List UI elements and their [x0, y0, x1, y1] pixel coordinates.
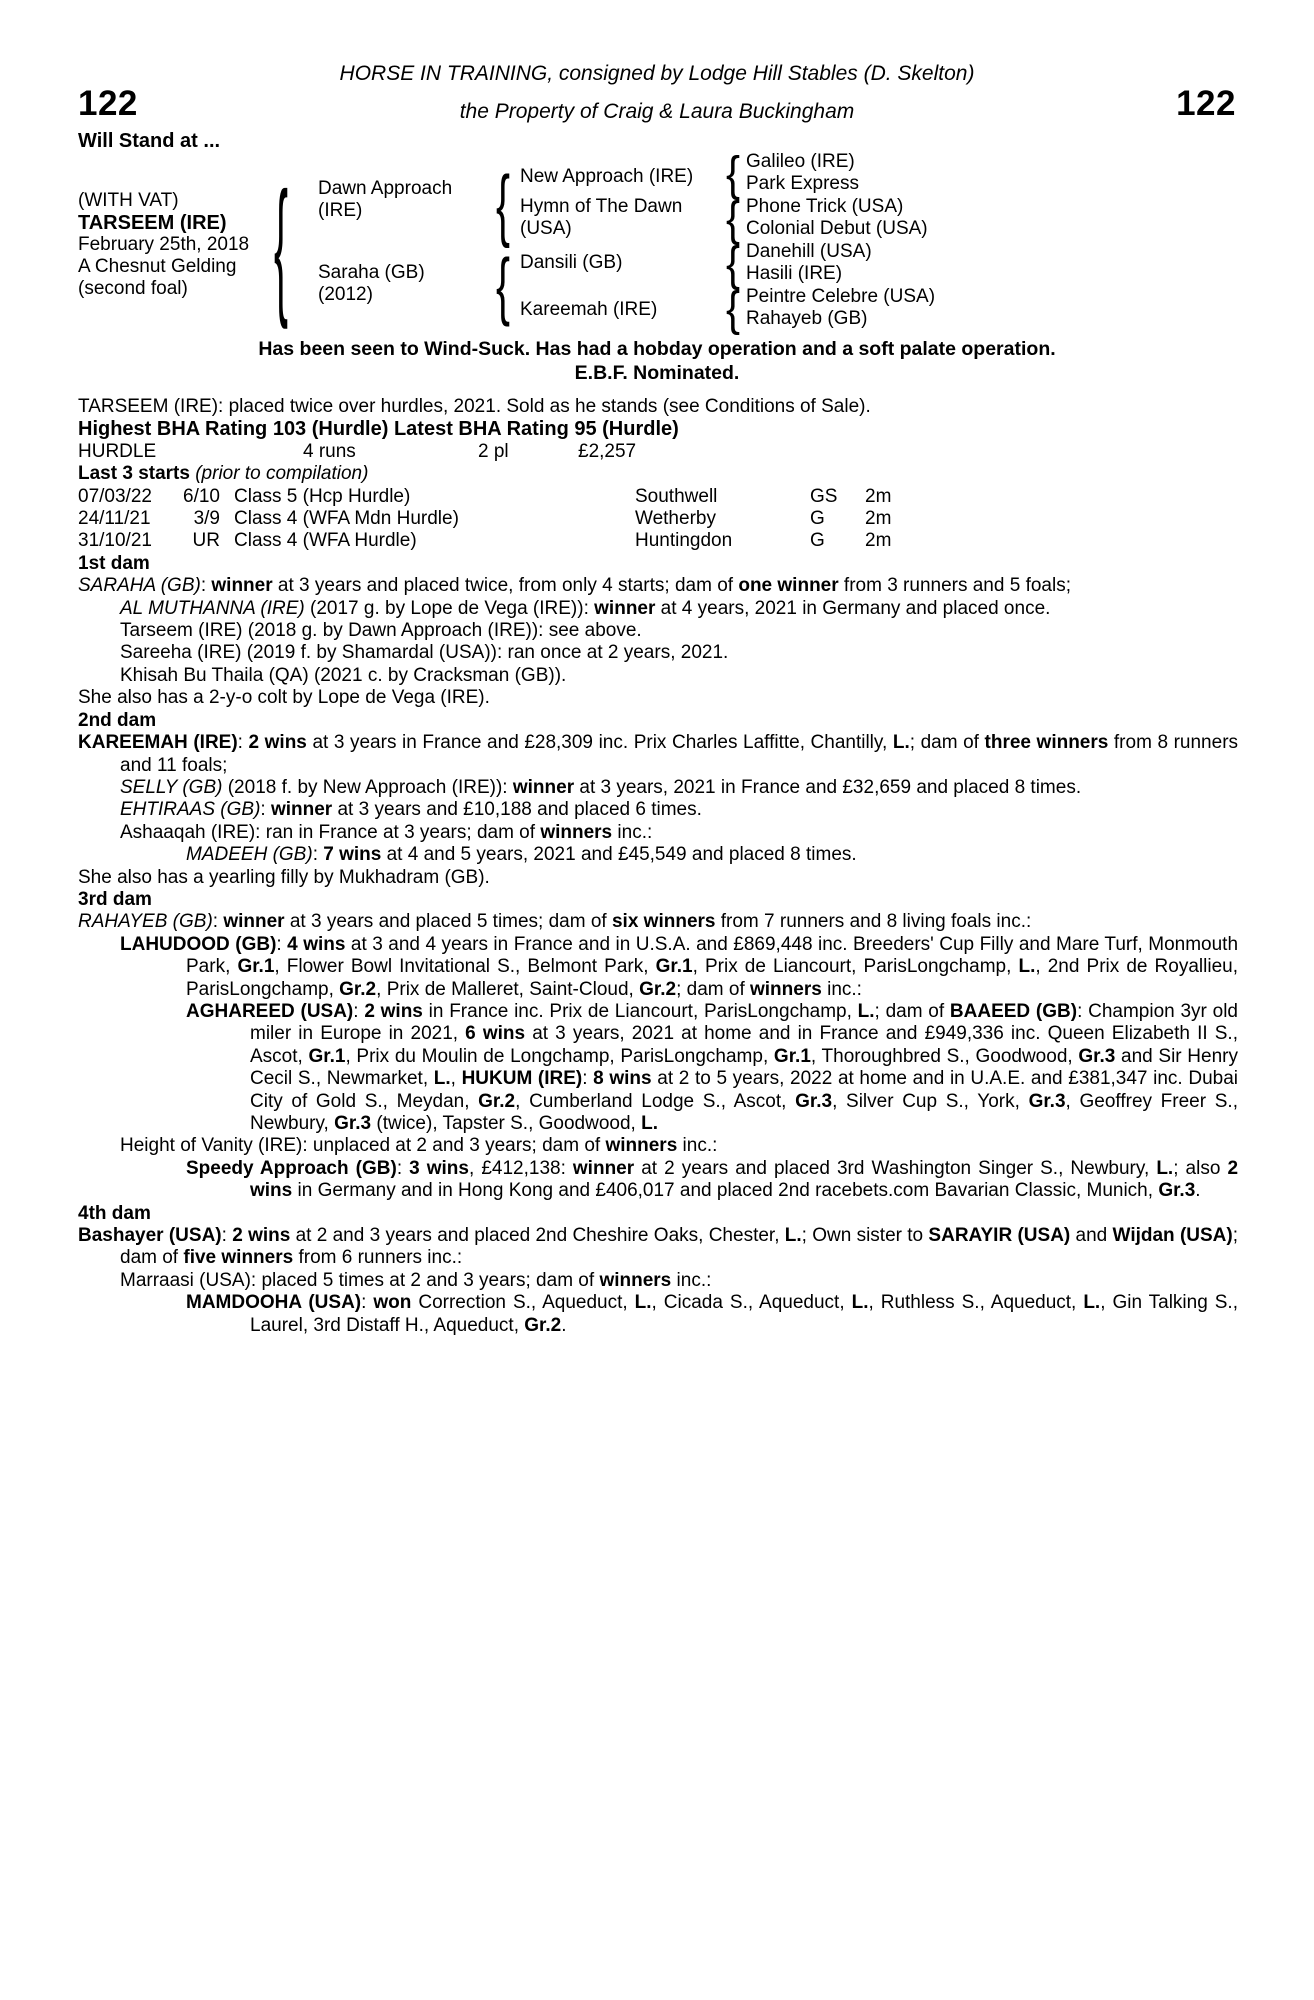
start-row — [78, 486, 1238, 508]
start-going: G — [810, 508, 825, 530]
sire-name-line2: (IRE) — [318, 200, 363, 221]
bha-rating-heading: Highest BHA Rating 103 (Hurdle) Latest BHA Rating 95 (Hurdle) — [78, 418, 679, 441]
dam-name-line1: Saraha (GB) — [318, 262, 425, 283]
condition-notice-line2: E.B.F. Nominated. — [574, 361, 740, 384]
rating-earnings: £2,257 — [578, 440, 637, 462]
rating-discipline: HURDLE — [78, 440, 157, 462]
horse-identity-block — [78, 190, 249, 300]
granddam-paternal-line1: Hymn of The Dawn — [520, 196, 683, 217]
great-grandparent: Colonial Debut (USA) — [746, 218, 928, 239]
granddam-paternal-line2: (USA) — [520, 218, 572, 239]
pedigree-table — [78, 146, 1238, 350]
produce-record: LAHUDOOD (GB): 4 wins at 3 and 4 years in France and in U.S.A. and £869,448 inc. Breeders' Cup Filly and Mare Turf, Monmouth Park, Gr.1, Flower Bowl Invitational S., Belmont Park, Gr.1, Prix de Liancourt, ParisLongchamp, L., 2nd Prix de Royallieu, ParisLongchamp, Gr.2, Prix de Malleret, Saint-Cloud, Gr.2; dam of winners inc.: — [120, 933, 1239, 1000]
produce-record: Speedy Approach (GB): 3 wins, £412,138: winner at 2 years and placed 3rd Washington Singer S., Newbury, L.; also 2 wins in Germany and in Hong Kong and £406,017 and placed 2nd racebets.com Bavarian Classic, Munich, Gr.3. — [186, 1157, 1239, 1202]
first-dam-record: SARAHA (GB): winner at 3 years and placed twice, from only 4 starts; dam of one winner from 3 runners and 5 foals; — [78, 575, 1071, 597]
fourth-dam-heading: 4th dam — [78, 1202, 151, 1224]
fourth-dam-record: Bashayer (USA): 2 wins at 2 and 3 years and placed 2nd Cheshire Oaks, Chester, L.; Own sister to SARAYIR (USA) and Wijdan (USA); dam of five winners from 6 runners inc.: — [78, 1225, 1238, 1269]
dam-extra-note: She also has a 2-y-o colt by Lope de Vega (IRE). — [78, 687, 490, 709]
produce-record: AGHAREED (USA): 2 wins in France inc. Prix de Liancourt, ParisLongchamp, L.; dam of BAAEED (GB): Champion 3yr old miler in Europe in 2021, 6 wins at 3 years, 2021 at home and in France and £949,336 inc. Queen Elizabeth II S., Ascot, Gr.1, Prix du Moulin de Longchamp, ParisLongchamp, Gr.1, Thoroughbred S., Goodwood, Gr.3 and Sir Henry Cecil S., Newmarket, L., HUKUM (IRE): 8 wins at 2 to 5 years, 2022 at home and in U.A.E. and £381,347 inc. Dubai City of Gold S., Meydan, Gr.2, Cumberland Lodge S., Ascot, Gr.3, Silver Cup S., York, Gr.3, Geoffrey Freer S., Newbury, Gr.3 (twice), Tapster S., Goodwood, L. — [186, 1000, 1239, 1134]
lot-number-left: 122 — [78, 84, 138, 123]
start-row — [78, 508, 1238, 530]
horse-name: TARSEEM (IRE) — [78, 212, 227, 234]
start-going: GS — [810, 485, 838, 507]
header-consignor-line: HORSE IN TRAINING, consigned by Lodge Hill Stables (D. Skelton) — [339, 62, 975, 85]
dam-name-line2: (2012) — [318, 284, 373, 305]
pedigree-brace-gg2: { — [726, 191, 741, 246]
condition-notice — [0, 338, 1314, 385]
produce-record: SELLY (GB) (2018 f. by New Approach (IRE)): winner at 3 years, 2021 in France and £32,659 and placed 8 times. — [120, 776, 1082, 798]
vat-note: (WITH VAT) — [78, 190, 179, 211]
start-date: 24/11/21 — [78, 508, 151, 530]
start-race-class: Class 4 (WFA Mdn Hurdle) — [234, 508, 459, 530]
granddam-maternal: Kareemah (IRE) — [520, 299, 658, 320]
start-date: 07/03/22 — [78, 485, 152, 507]
pedigree-brace-gg3: { — [726, 236, 741, 291]
produce-record: Khisah Bu Thaila (QA) (2021 c. by Cracksman (GB)). — [120, 664, 567, 686]
great-grandparent: Galileo (IRE) — [746, 151, 855, 172]
grandsire-paternal: New Approach (IRE) — [520, 166, 694, 187]
first-dam-heading: 1st dam — [78, 552, 150, 574]
start-race-class: Class 5 (Hcp Hurdle) — [234, 485, 411, 507]
will-stand-at-note: Will Stand at ... — [78, 130, 221, 152]
last-starts-heading: Last 3 starts (prior to compilation) — [78, 463, 369, 485]
rating-placed: 2 pl — [478, 440, 509, 462]
start-race-class: Class 4 (WFA Hurdle) — [234, 530, 417, 552]
start-position: UR — [192, 530, 220, 552]
great-grandparent: Hasili (IRE) — [746, 263, 843, 284]
start-distance: 2m — [865, 530, 892, 552]
produce-record: EHTIRAAS (GB): winner at 3 years and £10,188 and placed 6 times. — [120, 799, 702, 821]
rating-runs: 4 runs — [303, 440, 356, 462]
rating-summary-row — [78, 441, 1238, 463]
great-grandparent: Phone Trick (USA) — [746, 196, 904, 217]
third-dam-heading: 3rd dam — [78, 888, 152, 910]
second-dam-record: KAREEMAH (IRE): 2 wins at 3 years in France and £28,309 inc. Prix Charles Laffitte, Chantilly, L.; dam of three winners from 8 runners and 11 foals; — [78, 732, 1239, 776]
start-course: Huntingdon — [635, 530, 733, 552]
catalogue-body — [78, 396, 1238, 1337]
pedigree-brace-main: { — [274, 160, 289, 330]
start-date: 31/10/21 — [78, 530, 152, 552]
start-course: Wetherby — [635, 508, 716, 530]
start-position: 3/9 — [193, 508, 220, 530]
start-distance: 2m — [865, 508, 892, 530]
grandsire-maternal: Dansili (GB) — [520, 252, 623, 273]
produce-record: Height of Vanity (IRE): unplaced at 2 and 3 years; dam of winners inc.: — [120, 1135, 718, 1157]
second-dam-heading: 2nd dam — [78, 709, 157, 731]
pedigree-brace-gg4: { — [726, 281, 741, 336]
produce-record: MADEEH (GB): 7 wins at 4 and 5 years, 2021 and £45,549 and placed 8 times. — [186, 844, 857, 866]
sire-name — [318, 178, 452, 222]
start-position: 6/10 — [183, 485, 220, 507]
race-record-summary: TARSEEM (IRE): placed twice over hurdles, 2021. Sold as he stands (see Conditions of Sale). — [78, 396, 871, 417]
start-course: Southwell — [635, 485, 718, 507]
produce-record: Tarseem (IRE) (2018 g. by Dawn Approach (IRE)): see above. — [120, 620, 642, 642]
pedigree-brace-gg1: { — [726, 146, 741, 201]
condition-notice-line1: Has been seen to Wind-Suck. Has had a hobday operation and a soft palate operation. — [258, 338, 1056, 360]
third-dam-record: RAHAYEB (GB): winner at 3 years and placed 5 times; dam of six winners from 7 runners and 8 living foals inc.: — [78, 911, 1032, 933]
produce-record: Marraasi (USA): placed 5 times at 2 and 3 years; dam of winners inc.: — [120, 1269, 712, 1291]
great-grandparent: Park Express — [746, 173, 859, 194]
pedigree-brace-sire: { — [496, 159, 511, 249]
lot-number-right: 122 — [1176, 84, 1236, 123]
produce-record: Ashaaqah (IRE): ran in France at 3 years; dam of winners inc.: — [120, 821, 653, 843]
great-grandparent: Danehill (USA) — [746, 241, 872, 262]
produce-record: MAMDOOHA (USA): won Correction S., Aqueduct, L., Cicada S., Aqueduct, L., Ruthless S., Aqueduct, L., Gin Talking S., Laurel, 3rd Distaff H., Aqueduct, Gr.2. — [186, 1292, 1238, 1336]
foal-number-note: (second foal) — [78, 278, 188, 299]
great-grandparent: Rahayeb (GB) — [746, 308, 868, 329]
dam-extra-note: She also has a yearling filly by Mukhadram (GB). — [78, 866, 490, 888]
header-property-line: the Property of Craig & Laura Buckingham — [459, 100, 855, 123]
dam-name — [318, 262, 425, 306]
start-going: G — [810, 530, 825, 552]
start-row — [78, 530, 1238, 552]
pedigree-brace-dam: { — [496, 242, 511, 328]
start-distance: 2m — [865, 485, 892, 507]
horse-description: A Chesnut Gelding — [78, 256, 237, 277]
great-grandparent: Peintre Celebre (USA) — [746, 286, 936, 307]
sire-name-line1: Dawn Approach — [318, 178, 453, 199]
foaling-date: February 25th, 2018 — [78, 234, 250, 255]
granddam-paternal — [520, 196, 682, 240]
produce-record: AL MUTHANNA (IRE) (2017 g. by Lope de Vega (IRE)): winner at 4 years, 2021 in Germany and placed once. — [120, 597, 1051, 619]
produce-record: Sareeha (IRE) (2019 f. by Shamardal (USA)): ran once at 2 years, 2021. — [120, 642, 729, 664]
